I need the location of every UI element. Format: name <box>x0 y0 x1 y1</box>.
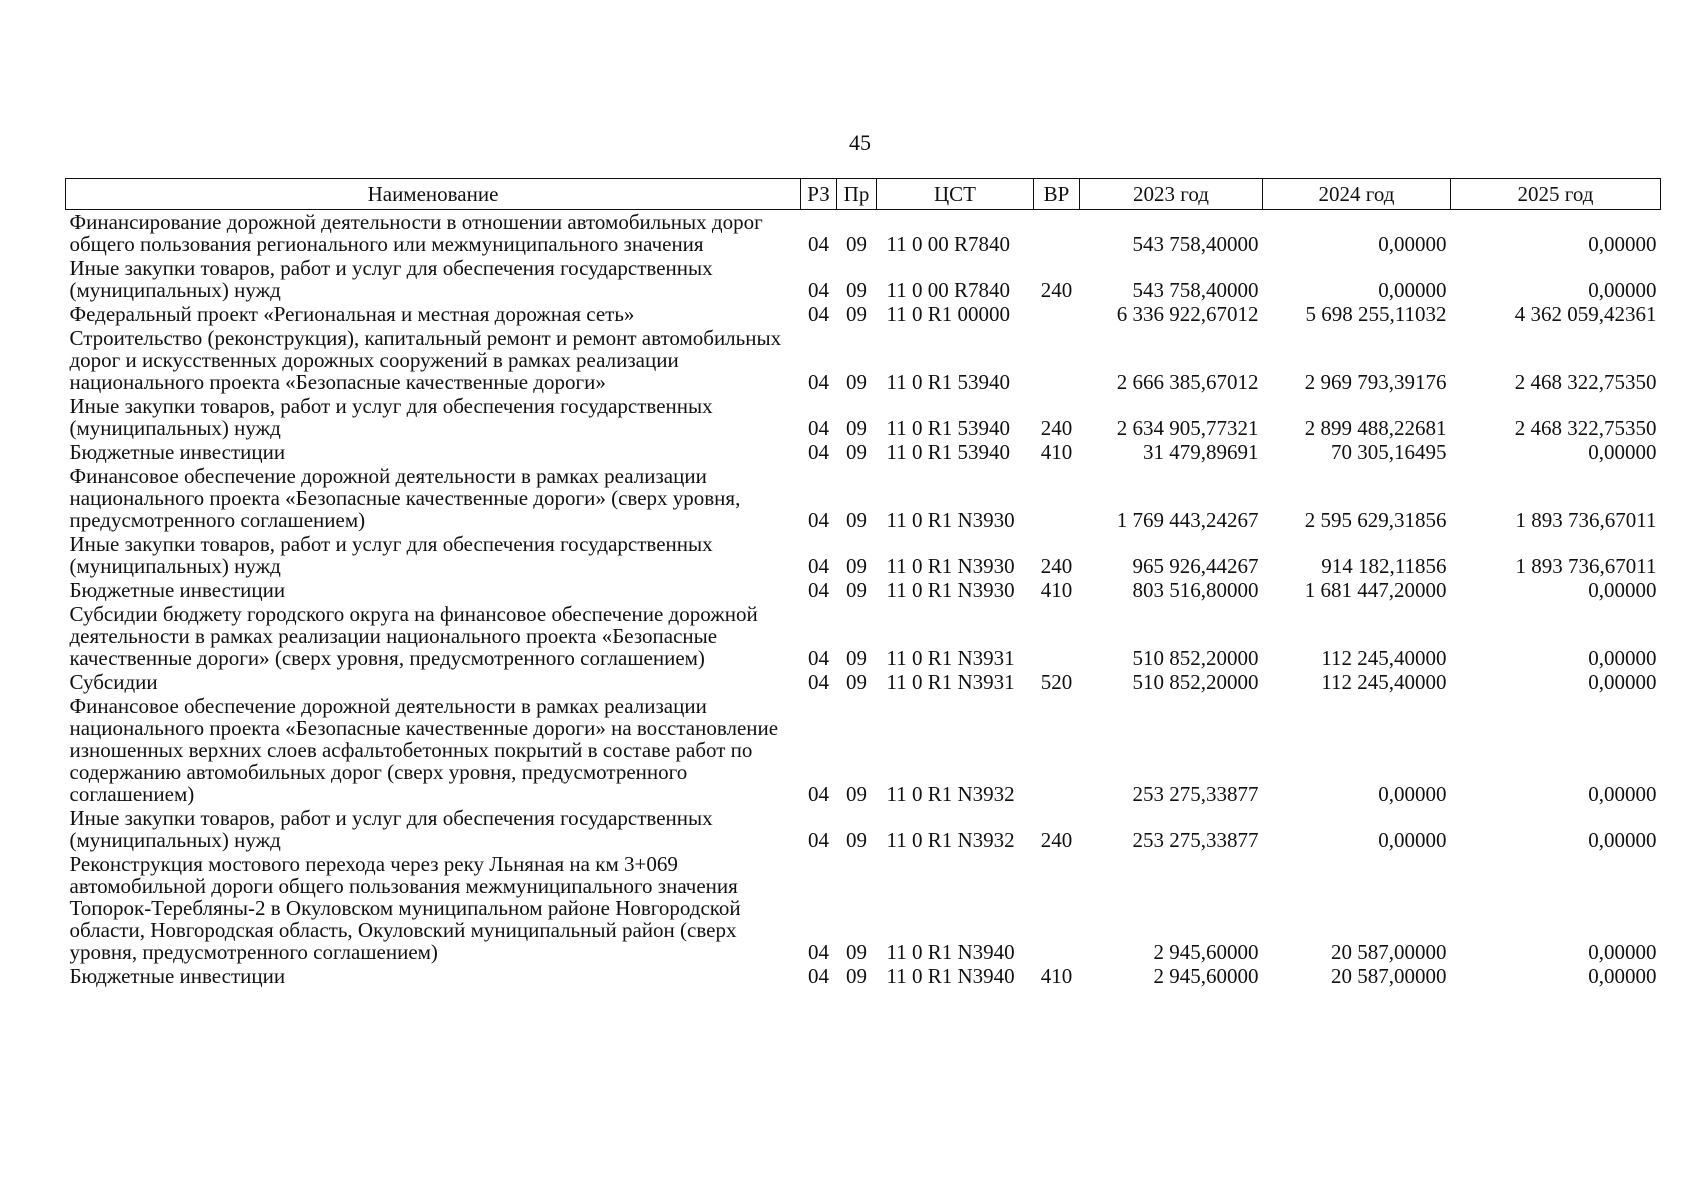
column-header-name: Наименование <box>66 179 801 210</box>
table-row <box>66 806 1661 852</box>
cell-rz: 04 <box>808 302 829 326</box>
cell-rz: 04 <box>808 964 829 988</box>
cell-vr: 520 <box>1040 670 1073 694</box>
cell-2023: 2 945,60000 <box>1153 940 1259 964</box>
cell-name: Реконструкция мостового перехода через реку Льняная на км 3+069 автомобильной дороги общего пользования межмуниципального значения Топорок-Теребляны-2 в Окуловском муниципальном районе Новгородской области, Новгородская область, Окуловский муниципальный район (сверх уровня, предусмотренного соглашением) <box>69 852 741 964</box>
cell-2024: 0,00000 <box>1378 828 1447 852</box>
cell-rz: 04 <box>808 828 829 852</box>
cell-pr: 09 <box>846 964 867 988</box>
cell-2025: 2 468 322,75350 <box>1514 416 1657 440</box>
cell-vr <box>1034 464 1080 532</box>
cell-2024: 20 587,00000 <box>1331 940 1447 964</box>
cell-2024: 2 899 488,22681 <box>1304 416 1447 440</box>
table-row <box>66 464 1661 532</box>
budget-table <box>65 178 1661 988</box>
cell-2025: 0,00000 <box>1588 646 1657 670</box>
cell-vr: 410 <box>1040 440 1073 464</box>
cell-rz: 04 <box>808 416 829 440</box>
cell-2025: 4 362 059,42361 <box>1514 302 1657 326</box>
table-row <box>66 602 1661 670</box>
cell-cst: 11 0 00 R7840 <box>886 232 1010 256</box>
cell-pr: 09 <box>846 782 867 806</box>
table-row <box>66 256 1661 302</box>
cell-vr: 240 <box>1040 416 1073 440</box>
cell-rz: 04 <box>808 670 829 694</box>
cell-cst: 11 0 R1 N3932 <box>886 828 1015 852</box>
cell-rz: 04 <box>808 646 829 670</box>
cell-2025: 0,00000 <box>1588 232 1657 256</box>
cell-pr: 09 <box>846 940 867 964</box>
cell-2023: 510 852,20000 <box>1132 670 1259 694</box>
cell-2023: 543 758,40000 <box>1132 278 1259 302</box>
table-row <box>66 302 1661 326</box>
cell-name: Бюджетные инвестиции <box>69 964 286 988</box>
table-body <box>66 210 1661 989</box>
cell-rz: 04 <box>808 232 829 256</box>
table-row <box>66 440 1661 464</box>
column-header-2023: 2023 год <box>1080 179 1263 210</box>
cell-pr: 09 <box>846 278 867 302</box>
cell-2023: 803 516,80000 <box>1132 578 1259 602</box>
cell-cst: 11 0 R1 N3931 <box>886 670 1015 694</box>
cell-2024: 70 305,16495 <box>1331 440 1447 464</box>
column-header-pr: Пр <box>837 179 877 210</box>
table-row <box>66 532 1661 578</box>
cell-vr: 240 <box>1040 278 1073 302</box>
cell-name: Бюджетные инвестиции <box>69 578 286 602</box>
cell-2023: 965 926,44267 <box>1132 554 1259 578</box>
cell-name: Иные закупки товаров, работ и услуг для обеспечения государственных (муниципальных) нужд <box>69 806 713 852</box>
cell-pr: 09 <box>846 440 867 464</box>
cell-pr: 09 <box>846 508 867 532</box>
cell-cst: 11 0 R1 N3940 <box>886 940 1015 964</box>
cell-2024: 0,00000 <box>1378 278 1447 302</box>
cell-name: Финансирование дорожной деятельности в отношении автомобильных дорог общего пользования регионального или межмуниципального значения <box>69 210 763 256</box>
cell-cst: 11 0 R1 53940 <box>886 370 1010 394</box>
cell-name: Строительство (реконструкция), капитальный ремонт и ремонт автомобильных дорог и искусственных дорожных сооружений в рамках реализации национального проекта «Безопасные качественные дороги» <box>69 326 782 394</box>
table-row <box>66 578 1661 602</box>
column-header-2024: 2024 год <box>1263 179 1451 210</box>
cell-2025: 0,00000 <box>1588 440 1657 464</box>
cell-name: Бюджетные инвестиции <box>69 440 286 464</box>
table-row <box>66 670 1661 694</box>
cell-name: Федеральный проект «Региональная и местная дорожная сеть» <box>69 302 635 326</box>
cell-vr <box>1034 326 1080 394</box>
cell-vr <box>1034 602 1080 670</box>
cell-2025: 0,00000 <box>1588 782 1657 806</box>
cell-name: Иные закупки товаров, работ и услуг для обеспечения государственных (муниципальных) нужд <box>69 394 713 440</box>
cell-name: Субсидии бюджету городского округа на финансовое обеспечение дорожной деятельности в рамках реализации национального проекта «Безопасные качественные дороги» (сверх уровня, предусмотренного соглашением) <box>69 602 758 670</box>
cell-2023: 2 945,60000 <box>1153 964 1259 988</box>
column-header-vr: ВР <box>1034 179 1080 210</box>
column-header-2025: 2025 год <box>1451 179 1661 210</box>
cell-rz: 04 <box>808 508 829 532</box>
cell-2024: 914 182,11856 <box>1321 554 1447 578</box>
cell-2025: 0,00000 <box>1588 964 1657 988</box>
cell-2023: 510 852,20000 <box>1132 646 1259 670</box>
cell-2024: 112 245,40000 <box>1321 670 1447 694</box>
cell-pr: 09 <box>846 554 867 578</box>
cell-2024: 112 245,40000 <box>1321 646 1447 670</box>
cell-2025: 1 893 736,67011 <box>1515 508 1657 532</box>
cell-name: Иные закупки товаров, работ и услуг для обеспечения государственных (муниципальных) нужд <box>69 532 713 578</box>
cell-rz: 04 <box>808 370 829 394</box>
cell-rz: 04 <box>808 278 829 302</box>
cell-2025: 0,00000 <box>1588 828 1657 852</box>
cell-2023: 2 666 385,67012 <box>1116 370 1259 394</box>
cell-vr <box>1034 852 1080 964</box>
table-row <box>66 964 1661 988</box>
cell-cst: 11 0 R1 N3930 <box>886 508 1015 532</box>
cell-pr: 09 <box>846 370 867 394</box>
cell-2023: 6 336 922,67012 <box>1116 302 1259 326</box>
cell-2023: 253 275,33877 <box>1132 782 1259 806</box>
cell-pr: 09 <box>846 828 867 852</box>
cell-rz: 04 <box>808 440 829 464</box>
cell-pr: 09 <box>846 416 867 440</box>
cell-pr: 09 <box>846 302 867 326</box>
cell-rz: 04 <box>808 554 829 578</box>
table-row <box>66 694 1661 806</box>
cell-vr: 410 <box>1040 578 1073 602</box>
cell-name: Субсидии <box>69 670 158 694</box>
cell-2025: 0,00000 <box>1588 940 1657 964</box>
table-row <box>66 852 1661 964</box>
cell-name: Иные закупки товаров, работ и услуг для обеспечения государственных (муниципальных) нужд <box>69 256 713 302</box>
table-row <box>66 326 1661 394</box>
cell-vr <box>1034 694 1080 806</box>
cell-cst: 11 0 00 R7840 <box>886 278 1010 302</box>
cell-2024: 1 681 447,20000 <box>1304 578 1447 602</box>
cell-rz: 04 <box>808 940 829 964</box>
cell-pr: 09 <box>846 578 867 602</box>
cell-vr: 240 <box>1040 554 1073 578</box>
cell-pr: 09 <box>846 646 867 670</box>
cell-cst: 11 0 R1 00000 <box>886 302 1010 326</box>
table-row <box>66 394 1661 440</box>
cell-2023: 1 769 443,24267 <box>1116 508 1259 532</box>
cell-cst: 11 0 R1 53940 <box>886 416 1010 440</box>
cell-vr <box>1034 302 1080 326</box>
cell-pr: 09 <box>846 670 867 694</box>
cell-2024: 0,00000 <box>1378 232 1447 256</box>
cell-cst: 11 0 R1 N3940 <box>886 964 1015 988</box>
table-header-row <box>66 179 1661 210</box>
page-number: 45 <box>849 130 871 155</box>
cell-2023: 2 634 905,77321 <box>1116 416 1259 440</box>
cell-2024: 2 969 793,39176 <box>1304 370 1447 394</box>
cell-2024: 20 587,00000 <box>1331 964 1447 988</box>
cell-2025: 0,00000 <box>1588 670 1657 694</box>
cell-2024: 2 595 629,31856 <box>1304 508 1447 532</box>
cell-2023: 543 758,40000 <box>1132 232 1259 256</box>
cell-vr: 410 <box>1040 964 1073 988</box>
cell-cst: 11 0 R1 N3930 <box>886 554 1015 578</box>
cell-2025: 2 468 322,75350 <box>1514 370 1657 394</box>
cell-name: Финансовое обеспечение дорожной деятельности в рамках реализации национального проекта «Безопасные качественные дороги» (сверх уровня, предусмотренного соглашением) <box>69 464 741 532</box>
cell-cst: 11 0 R1 N3931 <box>886 646 1015 670</box>
cell-cst: 11 0 R1 N3930 <box>886 578 1015 602</box>
cell-2025: 0,00000 <box>1588 578 1657 602</box>
table-row <box>66 210 1661 257</box>
cell-rz: 04 <box>808 782 829 806</box>
cell-rz: 04 <box>808 578 829 602</box>
cell-2025: 1 893 736,67011 <box>1515 554 1657 578</box>
column-header-rz: РЗ <box>801 179 837 210</box>
cell-2023: 253 275,33877 <box>1132 828 1259 852</box>
cell-cst: 11 0 R1 N3932 <box>886 782 1015 806</box>
cell-2023: 31 479,89691 <box>1143 440 1259 464</box>
column-header-cst: ЦСТ <box>877 179 1034 210</box>
cell-name: Финансовое обеспечение дорожной деятельности в рамках реализации национального проекта «Безопасные качественные дороги» на восстановление изношенных верхних слоев асфальтобетонных покрытий в составе работ по содержанию автомобильных дорог (сверх уровня, предусмотренного соглашением) <box>69 694 779 806</box>
cell-pr: 09 <box>846 232 867 256</box>
cell-2024: 5 698 255,11032 <box>1305 302 1447 326</box>
cell-vr <box>1034 210 1080 257</box>
cell-vr: 240 <box>1040 828 1073 852</box>
cell-2025: 0,00000 <box>1588 278 1657 302</box>
cell-cst: 11 0 R1 53940 <box>886 440 1010 464</box>
cell-2024: 0,00000 <box>1378 782 1447 806</box>
